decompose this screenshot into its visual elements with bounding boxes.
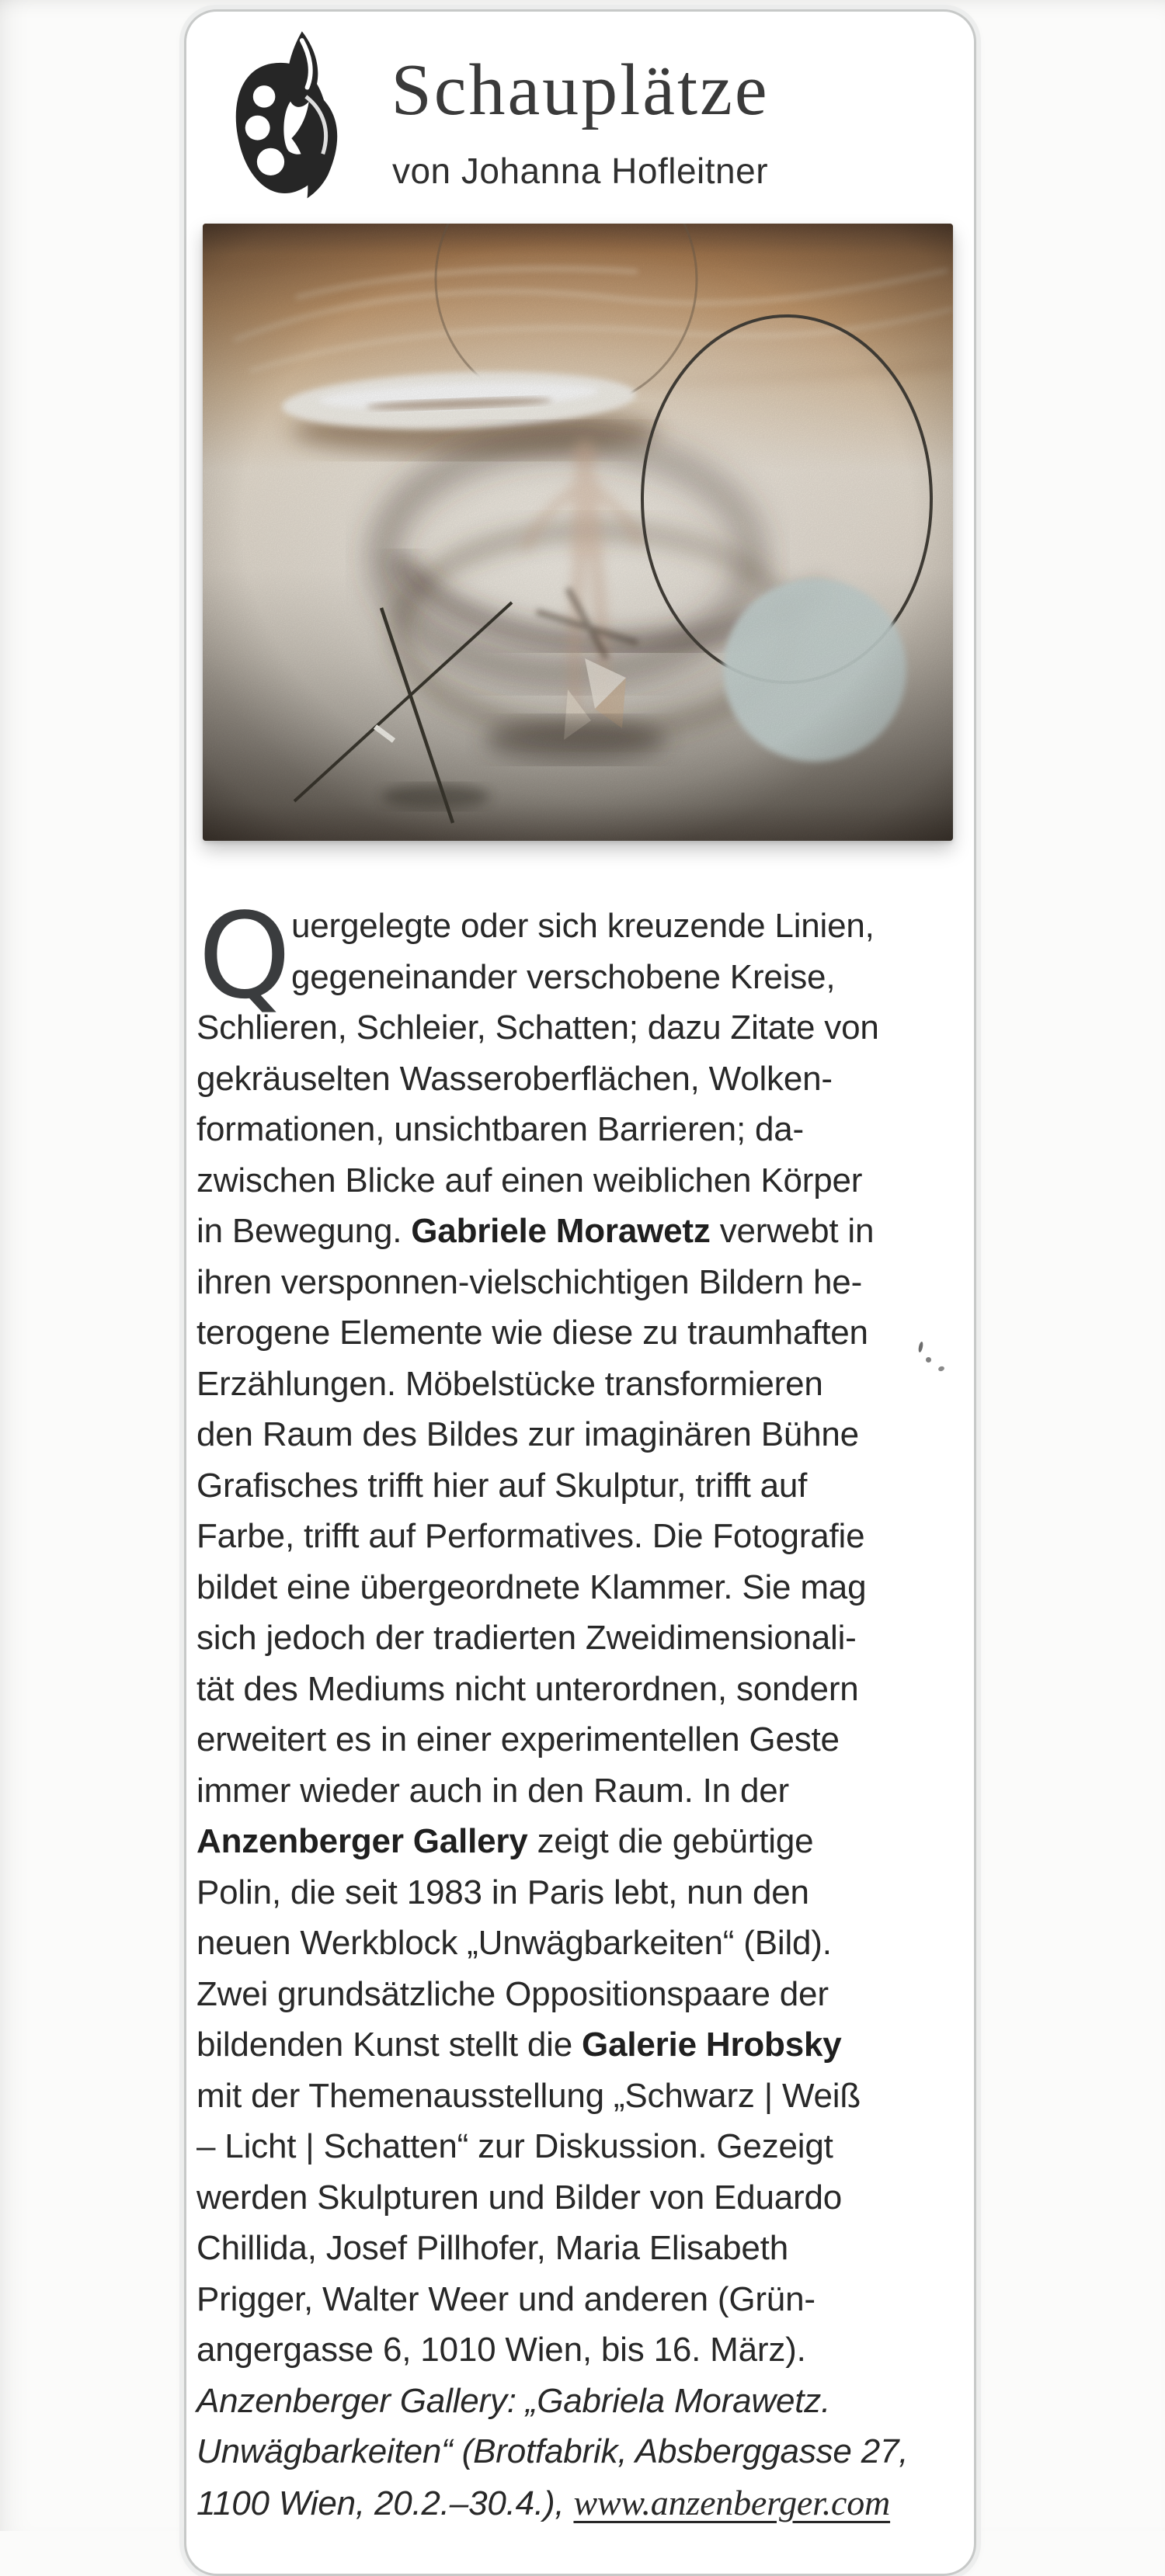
text-run: Galerie Hrobsky <box>582 2026 842 2064</box>
column-card <box>184 9 976 2576</box>
text-run: Polin, die seit 1983 in Paris lebt, nun den <box>196 1873 809 1911</box>
text-run: angergasse 6, 1010 Wien, bis 16. März). <box>196 2331 806 2369</box>
text-run: Unwägbarkeiten“ (Brotfabrik, Absberggasse 27, <box>196 2432 909 2470</box>
text-run: – Licht | Schatten“ zur Diskussion. Gezeigt <box>196 2127 833 2165</box>
text-line <box>196 1359 965 1410</box>
text-run: gekräuselten Wasseroberflächen, Wolken- <box>196 1059 833 1098</box>
text-run: Farbe, trifft auf Performatives. Die Fotografie <box>196 1517 865 1555</box>
url-link[interactable]: www.anzenberger.com <box>573 2482 891 2522</box>
text-run: Gabriele Morawetz <box>411 1212 711 1250</box>
text-run: tät des Mediums nicht unterordnen, sondern <box>196 1669 859 1708</box>
text-line <box>196 1714 965 1765</box>
text-line <box>196 2172 965 2224</box>
text-run: sich jedoch der tradierten Zweidimensionali- <box>196 1619 857 1657</box>
text-run: ihren versponnen-vielschichtigen Bildern he- <box>196 1262 863 1301</box>
text-run: in Bewegung. <box>196 1212 412 1250</box>
text-line <box>196 1765 965 1817</box>
text-run: 1100 Wien, 20.2.–30.4.), <box>196 2484 574 2522</box>
text-line <box>196 1867 965 1918</box>
text-line <box>196 901 965 952</box>
text-line <box>196 2376 965 2427</box>
text-line <box>196 1054 965 1105</box>
text-line <box>196 1307 965 1359</box>
text-run: terogene Elemente wie diese zu traumhaften <box>196 1314 868 1352</box>
text-line <box>196 2223 965 2274</box>
dropcap: Q <box>198 887 291 1025</box>
text-line <box>196 1460 965 1512</box>
text-line <box>196 2019 965 2071</box>
page-title: Schauplätze <box>391 50 770 130</box>
text-run: Prigger, Walter Weer und anderen (Grün- <box>196 2279 816 2318</box>
text-run: Schlieren, Schleier, Schatten; dazu Zitate von <box>196 1009 879 1047</box>
text-run: neuen Werkblock „Unwägbarkeiten“ (Bild). <box>196 1924 832 1962</box>
text-line <box>196 1918 965 1969</box>
text-run: den Raum des Bildes zur imaginären Bühne <box>196 1415 859 1453</box>
text-run: Erzählungen. Möbelstücke transformieren <box>196 1364 823 1403</box>
artwork-image <box>203 224 953 841</box>
text-line <box>196 1002 965 1054</box>
text-run: Grafisches trifft hier auf Skulptur, trifft auf <box>196 1466 808 1505</box>
text-run: zeigt die gebürtige <box>527 1822 814 1860</box>
text-line <box>196 2274 965 2325</box>
text-line <box>196 1511 965 1562</box>
text-line <box>196 2324 965 2376</box>
text-run: erweitert es in einer experimentellen Geste <box>196 1720 840 1758</box>
text-run: uergelegte oder sich kreuzende Linien, <box>291 907 875 945</box>
ink-speck <box>926 1357 931 1363</box>
text-run: immer wieder auch in den Raum. In der <box>196 1771 789 1810</box>
text-line <box>196 1104 965 1155</box>
text-run: Anzenberger Gallery: „Gabriela Morawetz. <box>196 2381 831 2420</box>
text-run: bildet eine übergeordnete Klammer. Sie mag <box>196 1567 867 1606</box>
text-run: verwebt in <box>710 1212 875 1250</box>
text-run: Anzenberger Gallery <box>196 1822 528 1860</box>
text-run: mit der Themenausstellung „Schwarz | Weiß <box>196 2076 861 2115</box>
text-line <box>196 1562 965 1613</box>
article-text <box>196 887 965 2528</box>
text-run: Chillida, Josef Pillhofer, Maria Elisabeth <box>196 2229 788 2267</box>
text-line <box>196 1613 965 1664</box>
text-run: werden Skulpturen und Bilder von Eduardo <box>196 2178 842 2217</box>
text-line <box>196 1257 965 1308</box>
text-line <box>196 2121 965 2172</box>
text-line <box>196 1969 965 2020</box>
text-run: formationen, unsichtbaren Barrieren; da- <box>196 1110 804 1148</box>
text-run: bildenden Kunst stellt die <box>196 2026 582 2064</box>
text-line <box>196 2477 965 2529</box>
text-run: zwischen Blicke auf einen weiblichen Körper <box>196 1161 863 1199</box>
text-run: Zwei grundsätzliche Oppositionspaare der <box>196 1974 829 2013</box>
byline: von Johanna Hofleitner <box>391 151 769 191</box>
text-line <box>196 2071 965 2122</box>
text-line <box>196 1155 965 1206</box>
text-line <box>196 2426 965 2477</box>
text-line <box>196 1816 965 1867</box>
text-line <box>196 952 965 1003</box>
text-line <box>196 1206 965 1257</box>
text-run: gegeneinander verschobene Kreise, <box>291 957 836 996</box>
text-line <box>196 1409 965 1460</box>
text-line <box>196 1664 965 1715</box>
